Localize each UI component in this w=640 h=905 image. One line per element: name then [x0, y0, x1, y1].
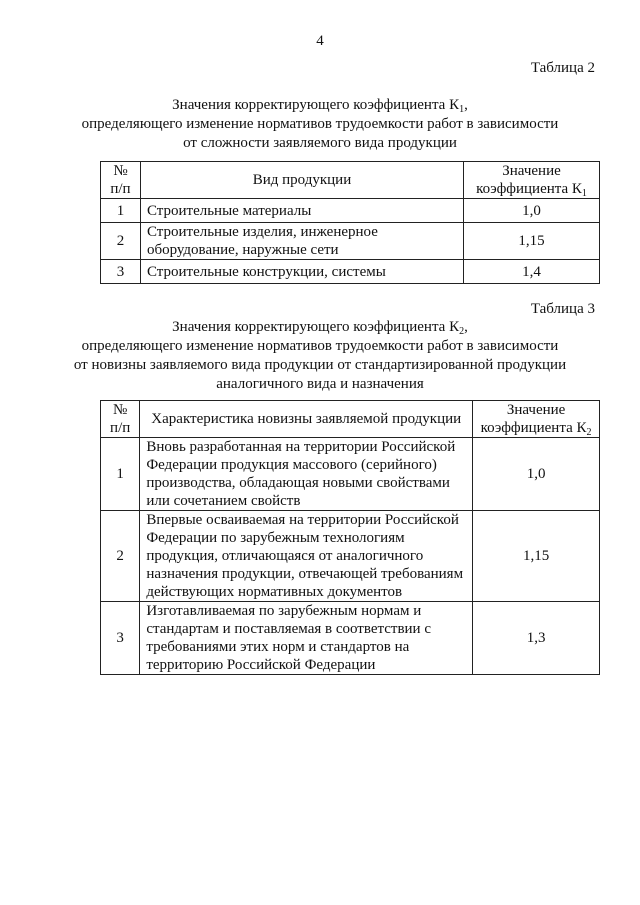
table3-label: Таблица 3 — [530, 301, 595, 317]
table-row — [101, 511, 600, 602]
row-description: Вновь разработанная на территории Российской Федерации продукция массового (серийного) производства, обладающая новыми свойствами или сочетанием свойств — [140, 438, 473, 511]
table3-title-line-4: аналогичного вида и назначения — [216, 376, 424, 392]
table-row — [101, 438, 600, 511]
row-description: Строительные изделия, инженерное оборудование, наружные сети — [140, 223, 463, 260]
row-value: 1,15 — [473, 511, 600, 602]
table3-title-line-3: от новизны заявляемого вида продукции от стандартизированной продукции — [73, 357, 567, 373]
row-value: 1,0 — [464, 199, 600, 223]
table2-title — [40, 96, 600, 153]
table2-title-line-2: определяющего изменение нормативов трудоемкости работ в зависимости — [81, 116, 559, 132]
table2-header-type: Вид продукции — [140, 162, 463, 199]
row-number: 2 — [101, 511, 140, 602]
row-description: Впервые осваиваемая на территории Российской Федерации по зарубежным технологиям продукция, отличающаяся от аналогичного назначения продукции, отвечающей требованиям действующих нормативных документов — [140, 511, 473, 602]
row-number: 3 — [101, 602, 140, 675]
table2-header-row — [101, 162, 600, 199]
row-description: Строительные конструкции, системы — [140, 260, 463, 284]
page-number: 4 — [316, 33, 324, 49]
table3-header-value: Значение коэффициента $К_2$ — [473, 401, 600, 438]
row-number: 2 — [101, 223, 141, 260]
table-row — [101, 223, 600, 260]
table2-title-line-3: от сложности заявляемого вида продукции — [183, 135, 457, 151]
table-row — [101, 602, 600, 675]
table3-header-row — [101, 401, 600, 438]
table2-header-num: № п/п — [101, 162, 141, 199]
row-value: 1,15 — [464, 223, 600, 260]
table2-title-line-1: Значения корректирующего коэффициента $К_1$, — [172, 97, 468, 115]
table-row — [101, 260, 600, 284]
table3-header-num: № п/п — [101, 401, 140, 438]
row-value: 1,0 — [473, 438, 600, 511]
row-description: Изготавливаемая по зарубежным нормам и стандартам и поставляемая в соответствии с требованиями этих норм и стандартов на территорию Российской Федерации — [140, 602, 473, 675]
table2-header-value: Значение коэффициента $К_1$ — [464, 162, 600, 199]
table-row — [101, 199, 600, 223]
row-number: 1 — [101, 438, 140, 511]
table3-title-line-1: Значения корректирующего коэффициента $К_2$, — [172, 319, 468, 337]
table3-title-line-2: определяющего изменение нормативов трудоемкости работ в зависимости — [81, 338, 559, 354]
table3-header-type: Характеристика новизны заявляемой продукции — [140, 401, 473, 438]
row-description: Строительные материалы — [140, 199, 463, 223]
table3 — [100, 400, 600, 675]
table2 — [100, 161, 600, 284]
table2-label: Таблица 2 — [530, 60, 595, 76]
row-value: 1,3 — [473, 602, 600, 675]
row-number: 3 — [101, 260, 141, 284]
row-value: 1,4 — [464, 260, 600, 284]
row-number: 1 — [101, 199, 141, 223]
table3-title — [40, 318, 600, 394]
